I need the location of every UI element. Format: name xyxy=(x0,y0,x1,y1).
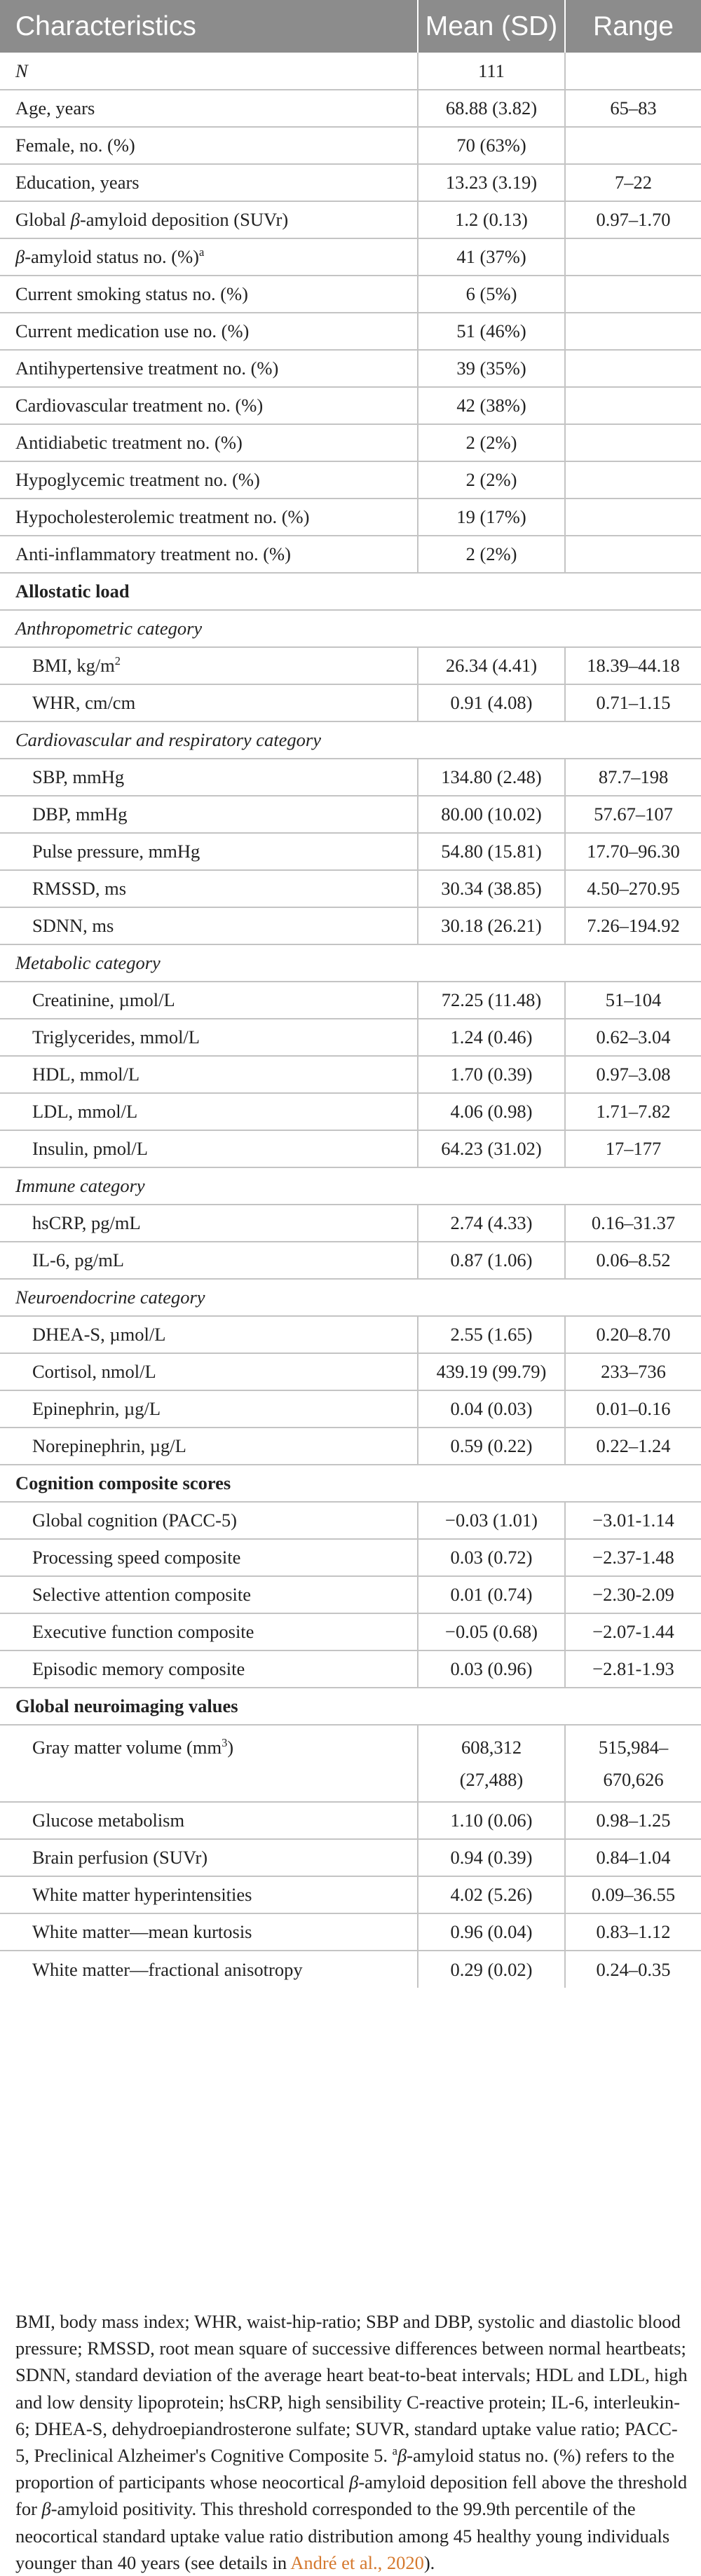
row-range xyxy=(565,238,701,276)
row-range: 7–22 xyxy=(565,164,701,201)
row-label: β-amyloid status no. (%)$^a$ xyxy=(0,238,418,276)
row-label: hsCRP, pg/mL xyxy=(0,1205,418,1242)
row-label: Hypocholesterolemic treatment no. (%) xyxy=(0,499,418,536)
header-characteristics: Characteristics xyxy=(0,0,418,53)
row-mean: 134.80 (2.48) xyxy=(418,759,565,796)
row-mean: 19 (17%) xyxy=(418,499,565,536)
row-label: BMI, $kg/m^2$ xyxy=(0,647,418,684)
row-label: Current medication use no. (%) xyxy=(0,313,418,350)
table-row xyxy=(0,1316,701,1353)
section-row-allostatic-load xyxy=(0,573,701,610)
table-row xyxy=(0,1876,701,1913)
category-row-metabolic xyxy=(0,944,701,982)
row-mean: 26.34 (4.41) xyxy=(418,647,565,684)
row-mean: −0.03 (1.01) xyxy=(418,1502,565,1539)
row-range: 0.24–0.35 xyxy=(565,1951,701,1988)
row-mean: 72.25 (11.48) xyxy=(418,982,565,1019)
section-row-cognition xyxy=(0,1465,701,1502)
row-range: 57.67–107 xyxy=(565,796,701,833)
row-range xyxy=(565,53,701,90)
row-range: 0.71–1.15 xyxy=(565,684,701,721)
row-range xyxy=(565,276,701,313)
row-label: White matter—fractional anisotropy xyxy=(0,1951,418,1988)
row-label: Glucose metabolism xyxy=(0,1802,418,1839)
row-range: 515,984– 670,626 xyxy=(565,1725,701,1802)
row-mean: 4.02 (5.26) xyxy=(418,1876,565,1913)
table-row xyxy=(0,1613,701,1650)
row-range: 0.06–8.52 xyxy=(565,1242,701,1279)
category-row-anthropometric xyxy=(0,610,701,647)
row-label: SDNN, ms xyxy=(0,907,418,944)
category-heading: Anthropometric category xyxy=(0,610,701,647)
row-range xyxy=(565,536,701,573)
table-row xyxy=(0,1502,701,1539)
row-label: DHEA-S, µmol/L xyxy=(0,1316,418,1353)
row-mean: 0.94 (0.39) xyxy=(418,1839,565,1876)
row-range: 4.50–270.95 xyxy=(565,870,701,907)
row-range: 0.83–1.12 xyxy=(565,1913,701,1951)
table-row xyxy=(0,1951,701,1988)
table-row xyxy=(0,982,701,1019)
row-range: −3.01-1.14 xyxy=(565,1502,701,1539)
row-range xyxy=(565,350,701,387)
row-mean: 111 xyxy=(418,53,565,90)
table-row xyxy=(0,53,701,90)
table-row xyxy=(0,1205,701,1242)
row-range xyxy=(565,127,701,164)
row-label: Processing speed composite xyxy=(0,1539,418,1576)
row-mean: 30.18 (26.21) xyxy=(418,907,565,944)
row-mean: 51 (46%) xyxy=(418,313,565,350)
row-range: 0.22–1.24 xyxy=(565,1428,701,1465)
table-row xyxy=(0,1390,701,1428)
row-mean: 0.03 (0.72) xyxy=(418,1539,565,1576)
row-mean: 70 (63%) xyxy=(418,127,565,164)
row-mean: −0.05 (0.68) xyxy=(418,1613,565,1650)
header-mean-sd: Mean (SD) xyxy=(418,0,565,53)
row-range: 65–83 xyxy=(565,90,701,127)
row-range: 0.84–1.04 xyxy=(565,1839,701,1876)
category-heading: Immune category xyxy=(0,1167,701,1205)
row-range: 0.62–3.04 xyxy=(565,1019,701,1056)
row-label: Cardiovascular treatment no. (%) xyxy=(0,387,418,424)
row-mean: 6 (5%) xyxy=(418,276,565,313)
row-mean: 1.2 (0.13) xyxy=(418,201,565,238)
table-header-row xyxy=(0,0,701,53)
row-label: Cortisol, nmol/L xyxy=(0,1353,418,1390)
row-range: 87.7–198 xyxy=(565,759,701,796)
table-row xyxy=(0,796,701,833)
row-range: −2.37-1.48 xyxy=(565,1539,701,1576)
table-row xyxy=(0,238,701,276)
row-label: WHR, cm/cm xyxy=(0,684,418,721)
row-mean: 0.29 (0.02) xyxy=(418,1951,565,1988)
row-mean: 0.59 (0.22) xyxy=(418,1428,565,1465)
row-mean: 1.24 (0.46) xyxy=(418,1019,565,1056)
row-mean: 2 (2%) xyxy=(418,424,565,461)
row-label: Executive function composite xyxy=(0,1613,418,1650)
table-row xyxy=(0,684,701,721)
row-mean: 41 (37%) xyxy=(418,238,565,276)
row-label: Insulin, pmol/L xyxy=(0,1130,418,1167)
table-row xyxy=(0,536,701,573)
row-range xyxy=(565,387,701,424)
category-heading: Neuroendocrine category xyxy=(0,1279,701,1316)
row-range xyxy=(565,313,701,350)
row-range: 0.97–1.70 xyxy=(565,201,701,238)
row-label: Age, years xyxy=(0,90,418,127)
row-mean: 0.03 (0.96) xyxy=(418,1650,565,1688)
table-row xyxy=(0,870,701,907)
category-row-cardio-respiratory xyxy=(0,721,701,759)
row-mean: 64.23 (31.02) xyxy=(418,1130,565,1167)
row-range xyxy=(565,424,701,461)
row-mean: 80.00 (10.02) xyxy=(418,796,565,833)
row-mean: 0.91 (4.08) xyxy=(418,684,565,721)
table-row xyxy=(0,387,701,424)
table-row xyxy=(0,1019,701,1056)
table-row xyxy=(0,1839,701,1876)
table-row xyxy=(0,647,701,684)
category-row-neuroendocrine xyxy=(0,1279,701,1316)
table-row xyxy=(0,90,701,127)
row-mean: 2 (2%) xyxy=(418,536,565,573)
row-label: White matter hyperintensities xyxy=(0,1876,418,1913)
row-mean: 54.80 (15.81) xyxy=(418,833,565,870)
table-row xyxy=(0,1539,701,1576)
row-mean: 39 (35%) xyxy=(418,350,565,387)
table-row xyxy=(0,164,701,201)
table-row xyxy=(0,276,701,313)
category-row-immune xyxy=(0,1167,701,1205)
table-row xyxy=(0,424,701,461)
row-mean: 1.10 (0.06) xyxy=(418,1802,565,1839)
header-range: Range xyxy=(565,0,701,53)
table-row xyxy=(0,313,701,350)
table-row xyxy=(0,907,701,944)
row-label: Education, years xyxy=(0,164,418,201)
row-label: White matter—mean kurtosis xyxy=(0,1913,418,1951)
row-mean: 0.04 (0.03) xyxy=(418,1390,565,1428)
row-range: 0.01–0.16 xyxy=(565,1390,701,1428)
row-range: 51–104 xyxy=(565,982,701,1019)
row-mean: 2.74 (4.33) xyxy=(418,1205,565,1242)
row-range xyxy=(565,499,701,536)
section-heading: Allostatic load xyxy=(0,573,701,610)
row-label: Antihypertensive treatment no. (%) xyxy=(0,350,418,387)
section-row-neuroimaging xyxy=(0,1688,701,1725)
row-label: Gray matter volume $(mm^3)$ xyxy=(0,1725,418,1802)
table-row xyxy=(0,1428,701,1465)
row-range xyxy=(565,461,701,499)
table-row xyxy=(0,1725,701,1802)
row-label: Female, no. (%) xyxy=(0,127,418,164)
row-range: 17.70–96.30 xyxy=(565,833,701,870)
row-range: 1.71–7.82 xyxy=(565,1093,701,1130)
table-row xyxy=(0,1130,701,1167)
row-label: SBP, mmHg xyxy=(0,759,418,796)
row-mean: 0.96 (0.04) xyxy=(418,1913,565,1951)
row-label: Hypoglycemic treatment no. (%) xyxy=(0,461,418,499)
row-label: Norepinephrin, µg/L xyxy=(0,1428,418,1465)
row-label: Brain perfusion (SUVr) xyxy=(0,1839,418,1876)
table-row xyxy=(0,1353,701,1390)
row-range: 0.16–31.37 xyxy=(565,1205,701,1242)
row-mean: 2 (2%) xyxy=(418,461,565,499)
row-label: Epinephrin, µg/L xyxy=(0,1390,418,1428)
row-label: Triglycerides, mmol/L xyxy=(0,1019,418,1056)
row-mean: 42 (38%) xyxy=(418,387,565,424)
row-label: Current smoking status no. (%) xyxy=(0,276,418,313)
row-range: −2.07-1.44 xyxy=(565,1613,701,1650)
table-row xyxy=(0,833,701,870)
row-range: 0.98–1.25 xyxy=(565,1802,701,1839)
row-label: LDL, mmol/L xyxy=(0,1093,418,1130)
row-range: 0.97–3.08 xyxy=(565,1056,701,1093)
row-label: Global cognition (PACC-5) xyxy=(0,1502,418,1539)
row-label: RMSSD, ms xyxy=(0,870,418,907)
row-label: DBP, mmHg xyxy=(0,796,418,833)
row-label: IL-6, pg/mL xyxy=(0,1242,418,1279)
row-label: Antidiabetic treatment no. (%) xyxy=(0,424,418,461)
row-mean: 439.19 (99.79) xyxy=(418,1353,565,1390)
category-heading: Cardiovascular and respiratory category xyxy=(0,721,701,759)
row-mean: 68.88 (3.82) xyxy=(418,90,565,127)
row-range: 0.09–36.55 xyxy=(565,1876,701,1913)
row-mean: 1.70 (0.39) xyxy=(418,1056,565,1093)
row-mean: 13.23 (3.19) xyxy=(418,164,565,201)
category-heading: Metabolic category xyxy=(0,944,701,982)
table-row xyxy=(0,759,701,796)
citation-link[interactable]: André et al., 2020 xyxy=(290,2551,424,2573)
row-label: Selective attention composite xyxy=(0,1576,418,1613)
table-row xyxy=(0,1802,701,1839)
row-range: 7.26–194.92 xyxy=(565,907,701,944)
table-footnote: BMI, body mass index; WHR, waist-hip-ratio; SBP and DBP, systolic and diastolic blood pressure; RMSSD, root mean square of successive differences between normal heartbeats; SDNN, standard deviation of the average heart beat-to-beat intervals; HDL and LDL, high and low density lipoprotein; hsCRP, high sensibility C-reactive protein; IL-6, interleukin-6; DHEA-S, dehydroepiandrosterone sulfate; SUVR, standard uptake value ratio; PACC-5, Preclinical Alzheimer's Cognitive Composite 5. $^a$β-amyloid status no. (%) refers to the proportion of participants whose neocortical β-amyloid deposition fell above the threshold for β-amyloid positivity. This threshold corresponded to the 99.9th percentile of the neocortical standard uptake value ratio distribution among 45 healthy young individuals younger than 40 years (see details in André et al., 2020). xyxy=(15,2311,688,2573)
section-heading: Global neuroimaging values xyxy=(0,1688,701,1725)
row-mean: 0.87 (1.06) xyxy=(418,1242,565,1279)
table-row xyxy=(0,350,701,387)
row-label: Pulse pressure, mmHg xyxy=(0,833,418,870)
table-row xyxy=(0,1242,701,1279)
row-range: 233–736 xyxy=(565,1353,701,1390)
table-row xyxy=(0,1093,701,1130)
row-label: Creatinine, µmol/L xyxy=(0,982,418,1019)
table-row xyxy=(0,1576,701,1613)
row-label: N xyxy=(0,53,418,90)
row-label: Episodic memory composite xyxy=(0,1650,418,1688)
row-mean: 608,312 (27,488) xyxy=(418,1725,565,1802)
row-mean: 2.55 (1.65) xyxy=(418,1316,565,1353)
table-row xyxy=(0,499,701,536)
row-range: −2.81-1.93 xyxy=(565,1650,701,1688)
table-row xyxy=(0,1650,701,1688)
table-row xyxy=(0,1056,701,1093)
row-mean: 4.06 (0.98) xyxy=(418,1093,565,1130)
table-row xyxy=(0,201,701,238)
row-label: HDL, mmol/L xyxy=(0,1056,418,1093)
row-label: Global β-amyloid deposition (SUVr) xyxy=(0,201,418,238)
row-label: Anti-inflammatory treatment no. (%) xyxy=(0,536,418,573)
row-range: 18.39–44.18 xyxy=(565,647,701,684)
table-row xyxy=(0,461,701,499)
row-mean: 30.34 (38.85) xyxy=(418,870,565,907)
row-mean: 0.01 (0.74) xyxy=(418,1576,565,1613)
table-row xyxy=(0,1913,701,1951)
section-heading: Cognition composite scores xyxy=(0,1465,701,1502)
row-range: 0.20–8.70 xyxy=(565,1316,701,1353)
row-range: 17–177 xyxy=(565,1130,701,1167)
table-row xyxy=(0,127,701,164)
row-range: −2.30-2.09 xyxy=(565,1576,701,1613)
